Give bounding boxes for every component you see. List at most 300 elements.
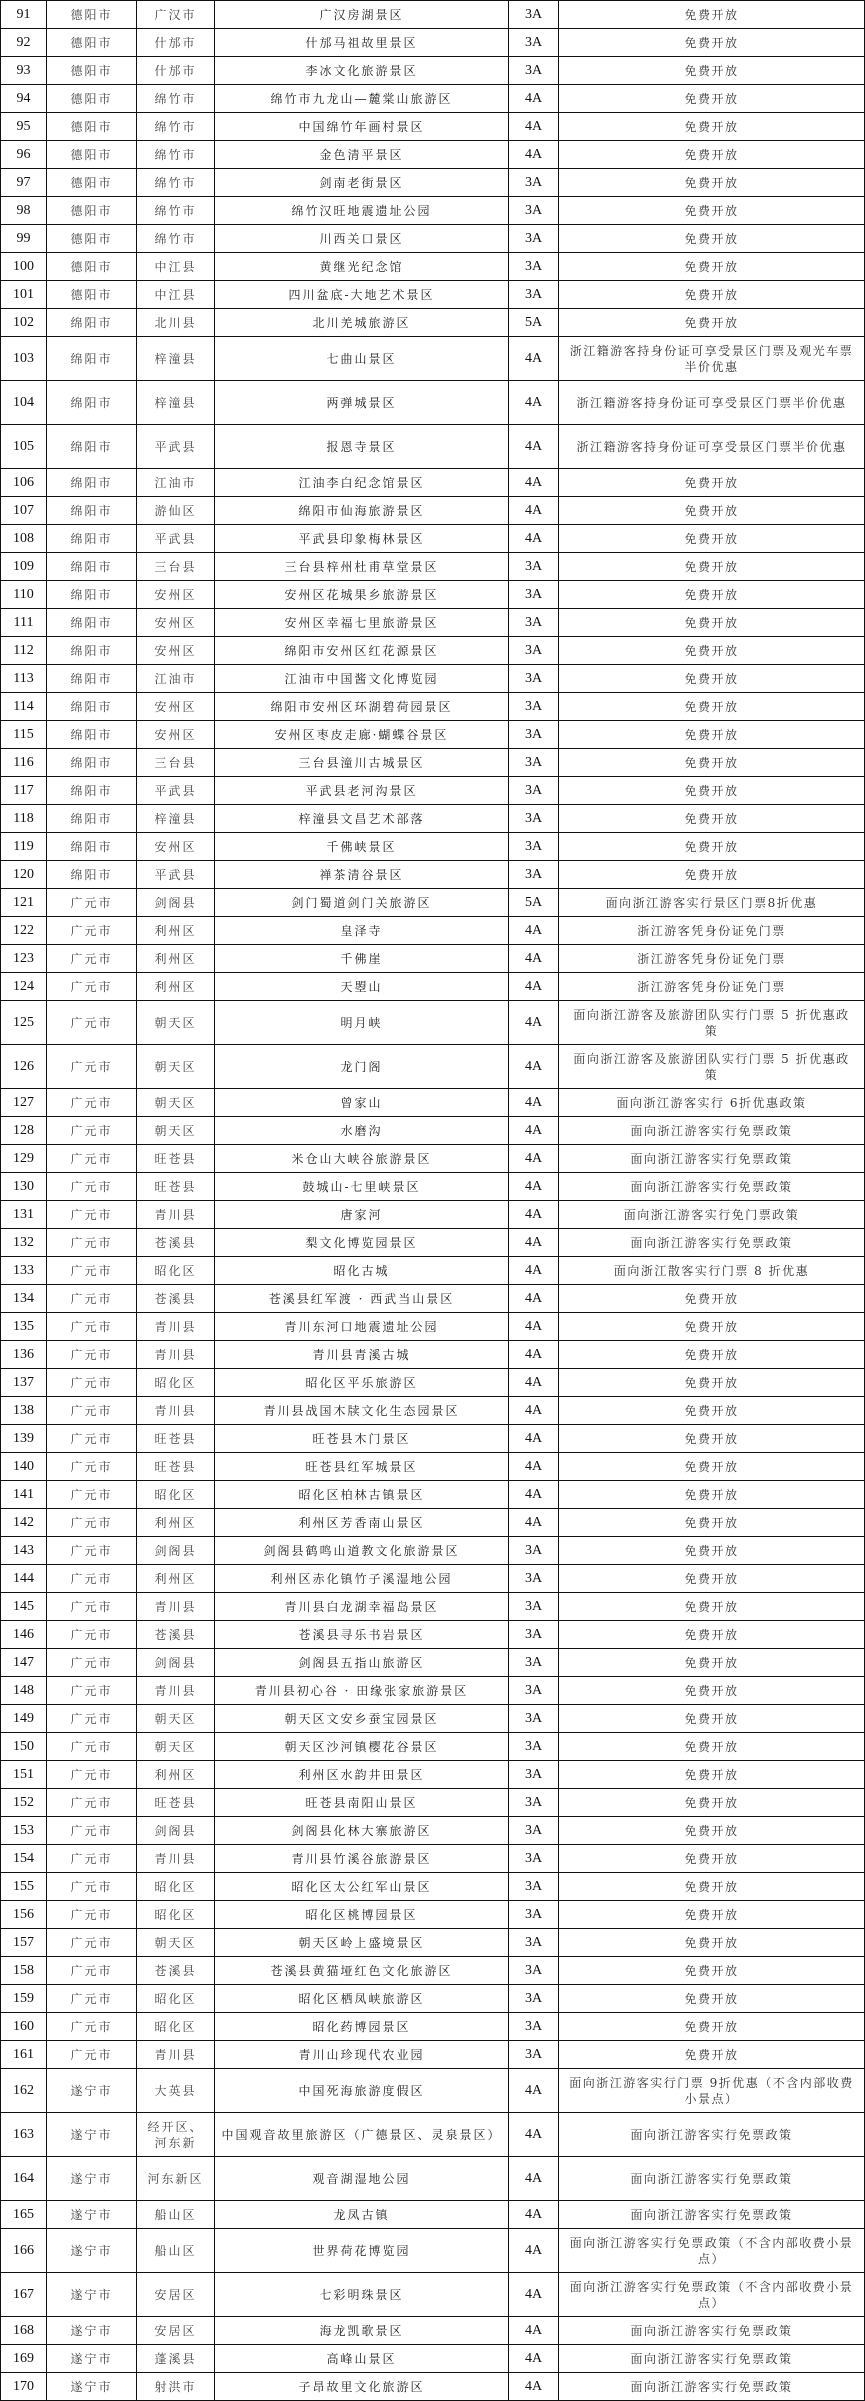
- city-cell: 绵阳市: [47, 749, 137, 777]
- level-cell: 3A: [509, 1901, 559, 1929]
- district-cell: 昭化区: [137, 1985, 215, 2013]
- row-number-cell: 137: [1, 1369, 47, 1397]
- policy-cell: 面向浙江游客实行免票政策（不含内部收费小景点）: [559, 2229, 865, 2273]
- policy-cell: 免费开放: [559, 57, 865, 85]
- scenic-spot-name-cell: 七曲山景区: [215, 337, 509, 381]
- row-number-cell: 127: [1, 1089, 47, 1117]
- row-number-cell: 153: [1, 1817, 47, 1845]
- policy-cell: 免费开放: [559, 469, 865, 497]
- district-cell: 青川县: [137, 1845, 215, 1873]
- city-cell: 广元市: [47, 1001, 137, 1045]
- row-number-cell: 104: [1, 381, 47, 425]
- level-cell: 4A: [509, 1229, 559, 1257]
- city-cell: 广元市: [47, 1201, 137, 1229]
- level-cell: 4A: [509, 85, 559, 113]
- policy-cell: 免费开放: [559, 1397, 865, 1425]
- scenic-spot-name-cell: 昭化区太公红军山景区: [215, 1873, 509, 1901]
- table-row: [1, 917, 865, 945]
- scenic-spot-name-cell: 曾家山: [215, 1089, 509, 1117]
- policy-cell: 免费开放: [559, 581, 865, 609]
- level-cell: 3A: [509, 253, 559, 281]
- level-cell: 3A: [509, 281, 559, 309]
- table-row: [1, 889, 865, 917]
- district-cell: 旺苍县: [137, 1789, 215, 1817]
- district-cell: 利州区: [137, 917, 215, 945]
- table-row: [1, 141, 865, 169]
- city-cell: 绵阳市: [47, 469, 137, 497]
- scenic-spot-name-cell: 昭化区栖凤峡旅游区: [215, 1985, 509, 2013]
- policy-cell: 免费开放: [559, 1817, 865, 1845]
- city-cell: 广元市: [47, 1929, 137, 1957]
- table-row: [1, 253, 865, 281]
- level-cell: 4A: [509, 497, 559, 525]
- policy-cell: 免费开放: [559, 1985, 865, 2013]
- district-cell: 安州区: [137, 693, 215, 721]
- policy-cell: 面向浙江游客实行免票政策: [559, 1173, 865, 1201]
- scenic-spot-name-cell: 唐家河: [215, 1201, 509, 1229]
- level-cell: 5A: [509, 889, 559, 917]
- table-row: [1, 281, 865, 309]
- table-row: [1, 1789, 865, 1817]
- level-cell: 4A: [509, 1089, 559, 1117]
- table-row: [1, 1565, 865, 1593]
- table-row: [1, 1425, 865, 1453]
- scenic-spot-name-cell: 四川盆底-大地艺术景区: [215, 281, 509, 309]
- level-cell: 3A: [509, 553, 559, 581]
- table-row: [1, 1001, 865, 1045]
- city-cell: 广元市: [47, 1313, 137, 1341]
- district-cell: 青川县: [137, 1397, 215, 1425]
- district-cell: 利州区: [137, 1565, 215, 1593]
- row-number-cell: 149: [1, 1705, 47, 1733]
- row-number-cell: 99: [1, 225, 47, 253]
- district-cell: 剑阁县: [137, 1817, 215, 1845]
- city-cell: 德阳市: [47, 281, 137, 309]
- city-cell: 德阳市: [47, 1, 137, 29]
- row-number-cell: 167: [1, 2273, 47, 2317]
- scenic-spot-name-cell: 青川县青溪古城: [215, 1341, 509, 1369]
- policy-cell: 免费开放: [559, 1285, 865, 1313]
- district-cell: 朝天区: [137, 1117, 215, 1145]
- city-cell: 绵阳市: [47, 381, 137, 425]
- row-number-cell: 120: [1, 861, 47, 889]
- policy-cell: 浙江游客凭身份证免门票: [559, 945, 865, 973]
- district-cell: 蓬溪县: [137, 2345, 215, 2373]
- policy-cell: 面向浙江游客实行免票政策: [559, 2113, 865, 2157]
- row-number-cell: 135: [1, 1313, 47, 1341]
- scenic-spot-name-cell: 平武县老河沟景区: [215, 777, 509, 805]
- policy-cell: 面向浙江游客实行 6折优惠政策: [559, 1089, 865, 1117]
- policy-cell: 浙江籍游客持身份证可享受景区门票半价优惠: [559, 381, 865, 425]
- city-cell: 广元市: [47, 1985, 137, 2013]
- table-row: [1, 2113, 865, 2157]
- district-cell: 什邡市: [137, 29, 215, 57]
- scenic-spot-name-cell: 两弹城景区: [215, 381, 509, 425]
- city-cell: 广元市: [47, 1565, 137, 1593]
- scenic-spot-name-cell: 绵阳市安州区红花源景区: [215, 637, 509, 665]
- scenic-spot-name-cell: 青川县初心谷 · 田缘张家旅游景区: [215, 1677, 509, 1705]
- policy-cell: 面向浙江游客实行免票政策: [559, 2157, 865, 2201]
- city-cell: 广元市: [47, 1229, 137, 1257]
- policy-cell: 面向浙江游客实行免票政策: [559, 2373, 865, 2401]
- row-number-cell: 106: [1, 469, 47, 497]
- policy-cell: 免费开放: [559, 553, 865, 581]
- city-cell: 广元市: [47, 1117, 137, 1145]
- scenic-spot-name-cell: 梨文化博览园景区: [215, 1229, 509, 1257]
- table-row: [1, 1369, 865, 1397]
- policy-cell: 免费开放: [559, 525, 865, 553]
- table-body: [1, 1, 865, 2401]
- district-cell: 绵竹市: [137, 113, 215, 141]
- table-row: [1, 1229, 865, 1257]
- scenic-spot-name-cell: 梓潼县文昌艺术部落: [215, 805, 509, 833]
- district-cell: 船山区: [137, 2229, 215, 2273]
- level-cell: 3A: [509, 57, 559, 85]
- level-cell: 3A: [509, 581, 559, 609]
- policy-cell: 免费开放: [559, 861, 865, 889]
- table-row: [1, 1045, 865, 1089]
- table-row: [1, 2273, 865, 2317]
- table-row: [1, 833, 865, 861]
- level-cell: 3A: [509, 861, 559, 889]
- level-cell: 3A: [509, 1985, 559, 2013]
- district-cell: 梓潼县: [137, 337, 215, 381]
- policy-cell: 免费开放: [559, 169, 865, 197]
- city-cell: 广元市: [47, 1397, 137, 1425]
- table-row: [1, 1509, 865, 1537]
- scenic-spot-name-cell: 安州区幸福七里旅游景区: [215, 609, 509, 637]
- table-row: [1, 1845, 865, 1873]
- scenic-spot-name-cell: 昭化区柏林古镇景区: [215, 1481, 509, 1509]
- row-number-cell: 91: [1, 1, 47, 29]
- row-number-cell: 110: [1, 581, 47, 609]
- city-cell: 遂宁市: [47, 2157, 137, 2201]
- policy-cell: 面向浙江游客实行免门票政策: [559, 1201, 865, 1229]
- table-row: [1, 1929, 865, 1957]
- level-cell: 3A: [509, 777, 559, 805]
- row-number-cell: 131: [1, 1201, 47, 1229]
- district-cell: 利州区: [137, 1761, 215, 1789]
- city-cell: 广元市: [47, 1593, 137, 1621]
- scenic-spot-name-cell: 报恩寺景区: [215, 425, 509, 469]
- level-cell: 3A: [509, 749, 559, 777]
- level-cell: 4A: [509, 1509, 559, 1537]
- scenic-spot-name-cell: 绵竹市九龙山—麓棠山旅游区: [215, 85, 509, 113]
- level-cell: 4A: [509, 1045, 559, 1089]
- row-number-cell: 139: [1, 1425, 47, 1453]
- city-cell: 德阳市: [47, 29, 137, 57]
- row-number-cell: 113: [1, 665, 47, 693]
- row-number-cell: 125: [1, 1001, 47, 1045]
- city-cell: 广元市: [47, 1789, 137, 1817]
- district-cell: 苍溪县: [137, 1229, 215, 1257]
- city-cell: 德阳市: [47, 57, 137, 85]
- city-cell: 绵阳市: [47, 525, 137, 553]
- row-number-cell: 146: [1, 1621, 47, 1649]
- level-cell: 3A: [509, 833, 559, 861]
- policy-cell: 面向浙江游客实行免票政策: [559, 1145, 865, 1173]
- city-cell: 遂宁市: [47, 2273, 137, 2317]
- row-number-cell: 166: [1, 2229, 47, 2273]
- district-cell: 绵竹市: [137, 169, 215, 197]
- scenic-spot-name-cell: 苍溪县寻乐书岩景区: [215, 1621, 509, 1649]
- table-row: [1, 169, 865, 197]
- row-number-cell: 158: [1, 1957, 47, 1985]
- policy-cell: 面向浙江游客及旅游团队实行门票 5 折优惠政策: [559, 1045, 865, 1089]
- policy-cell: 免费开放: [559, 281, 865, 309]
- district-cell: 利州区: [137, 1509, 215, 1537]
- row-number-cell: 107: [1, 497, 47, 525]
- policy-cell: 免费开放: [559, 693, 865, 721]
- scenic-spot-name-cell: 黄继光纪念馆: [215, 253, 509, 281]
- district-cell: 昭化区: [137, 1901, 215, 1929]
- scenic-spot-name-cell: 平武县印象梅林景区: [215, 525, 509, 553]
- level-cell: 4A: [509, 1201, 559, 1229]
- district-cell: 绵竹市: [137, 141, 215, 169]
- level-cell: 4A: [509, 2229, 559, 2273]
- city-cell: 广元市: [47, 1089, 137, 1117]
- row-number-cell: 97: [1, 169, 47, 197]
- district-cell: 平武县: [137, 861, 215, 889]
- scenic-spot-name-cell: 朝天区岭上盛境景区: [215, 1929, 509, 1957]
- city-cell: 绵阳市: [47, 425, 137, 469]
- row-number-cell: 101: [1, 281, 47, 309]
- city-cell: 绵阳市: [47, 309, 137, 337]
- scenic-spot-name-cell: 朝天区沙河镇樱花谷景区: [215, 1733, 509, 1761]
- district-cell: 剑阁县: [137, 1649, 215, 1677]
- district-cell: 青川县: [137, 1313, 215, 1341]
- district-cell: 中江县: [137, 253, 215, 281]
- table-row: [1, 1621, 865, 1649]
- scenic-spot-name-cell: 昭化区平乐旅游区: [215, 1369, 509, 1397]
- table-row: [1, 309, 865, 337]
- level-cell: 3A: [509, 1817, 559, 1845]
- scenic-spot-name-cell: 三台县潼川古城景区: [215, 749, 509, 777]
- policy-cell: 免费开放: [559, 1873, 865, 1901]
- level-cell: 4A: [509, 1001, 559, 1045]
- city-cell: 广元市: [47, 1045, 137, 1089]
- row-number-cell: 150: [1, 1733, 47, 1761]
- table-row: [1, 2013, 865, 2041]
- table-row: [1, 637, 865, 665]
- scenic-spot-name-cell: 青川县白龙湖幸福岛景区: [215, 1593, 509, 1621]
- table-row: [1, 1873, 865, 1901]
- level-cell: 3A: [509, 169, 559, 197]
- policy-cell: 免费开放: [559, 1509, 865, 1537]
- city-cell: 遂宁市: [47, 2317, 137, 2345]
- city-cell: 绵阳市: [47, 497, 137, 525]
- row-number-cell: 112: [1, 637, 47, 665]
- district-cell: 朝天区: [137, 1001, 215, 1045]
- table-row: [1, 973, 865, 1001]
- city-cell: 广元市: [47, 1425, 137, 1453]
- scenic-spot-name-cell: 海龙凯歌景区: [215, 2317, 509, 2345]
- table-row: [1, 1649, 865, 1677]
- row-number-cell: 142: [1, 1509, 47, 1537]
- row-number-cell: 141: [1, 1481, 47, 1509]
- city-cell: 广元市: [47, 1453, 137, 1481]
- city-cell: 德阳市: [47, 141, 137, 169]
- district-cell: 绵竹市: [137, 197, 215, 225]
- row-number-cell: 165: [1, 2201, 47, 2229]
- table-row: [1, 1313, 865, 1341]
- table-row: [1, 29, 865, 57]
- scenic-spot-name-cell: 千佛崖: [215, 945, 509, 973]
- table-row: [1, 2069, 865, 2113]
- table-row: [1, 1705, 865, 1733]
- policy-cell: 免费开放: [559, 1761, 865, 1789]
- city-cell: 广元市: [47, 1369, 137, 1397]
- row-number-cell: 92: [1, 29, 47, 57]
- policy-cell: 免费开放: [559, 1845, 865, 1873]
- table-row: [1, 693, 865, 721]
- policy-cell: 面向浙江游客实行门票 9折优惠（不含内部收费小景点）: [559, 2069, 865, 2113]
- district-cell: 安州区: [137, 833, 215, 861]
- scenic-spot-name-cell: 剑阁县五指山旅游区: [215, 1649, 509, 1677]
- district-cell: 平武县: [137, 777, 215, 805]
- table-row: [1, 553, 865, 581]
- district-cell: 朝天区: [137, 1089, 215, 1117]
- level-cell: 4A: [509, 1117, 559, 1145]
- district-cell: 平武县: [137, 425, 215, 469]
- city-cell: 广元市: [47, 1957, 137, 1985]
- level-cell: 4A: [509, 469, 559, 497]
- row-number-cell: 170: [1, 2373, 47, 2401]
- level-cell: 3A: [509, 637, 559, 665]
- scenic-spot-name-cell: 金色清平景区: [215, 141, 509, 169]
- level-cell: 4A: [509, 113, 559, 141]
- city-cell: 遂宁市: [47, 2069, 137, 2113]
- city-cell: 遂宁市: [47, 2113, 137, 2157]
- district-cell: 昭化区: [137, 1257, 215, 1285]
- policy-cell: 免费开放: [559, 777, 865, 805]
- policy-cell: 免费开放: [559, 1369, 865, 1397]
- policy-cell: 免费开放: [559, 805, 865, 833]
- row-number-cell: 156: [1, 1901, 47, 1929]
- table-row: [1, 1089, 865, 1117]
- table-row: [1, 1957, 865, 1985]
- table-row: [1, 777, 865, 805]
- city-cell: 广元市: [47, 1537, 137, 1565]
- city-cell: 广元市: [47, 1873, 137, 1901]
- table-row: [1, 945, 865, 973]
- level-cell: 3A: [509, 1705, 559, 1733]
- scenic-spot-name-cell: 昭化药博园景区: [215, 2013, 509, 2041]
- level-cell: 4A: [509, 1173, 559, 1201]
- policy-cell: 免费开放: [559, 253, 865, 281]
- row-number-cell: 111: [1, 609, 47, 637]
- district-cell: 平武县: [137, 525, 215, 553]
- district-cell: 安州区: [137, 609, 215, 637]
- row-number-cell: 148: [1, 1677, 47, 1705]
- policy-cell: 面向浙江游客实行免票政策: [559, 2317, 865, 2345]
- table-row: [1, 1733, 865, 1761]
- table-row: [1, 1117, 865, 1145]
- table-row: [1, 497, 865, 525]
- table-row: [1, 805, 865, 833]
- scenic-spot-name-cell: 世界荷花博览园: [215, 2229, 509, 2273]
- policy-cell: 免费开放: [559, 749, 865, 777]
- table-row: [1, 2041, 865, 2069]
- district-cell: 旺苍县: [137, 1173, 215, 1201]
- level-cell: 3A: [509, 693, 559, 721]
- scenic-spot-name-cell: 朝天区文安乡蚕宝园景区: [215, 1705, 509, 1733]
- policy-cell: 免费开放: [559, 1901, 865, 1929]
- policy-cell: 免费开放: [559, 1705, 865, 1733]
- level-cell: 4A: [509, 1425, 559, 1453]
- level-cell: 3A: [509, 29, 559, 57]
- row-number-cell: 121: [1, 889, 47, 917]
- district-cell: 旺苍县: [137, 1145, 215, 1173]
- row-number-cell: 163: [1, 2113, 47, 2157]
- scenic-spot-name-cell: 苍溪县红军渡 · 西武当山景区: [215, 1285, 509, 1313]
- policy-cell: 面向浙江游客实行免票政策: [559, 1229, 865, 1257]
- city-cell: 遂宁市: [47, 2373, 137, 2401]
- row-number-cell: 119: [1, 833, 47, 861]
- policy-cell: 面向浙江游客及旅游团队实行门票 5 折优惠政策: [559, 1001, 865, 1045]
- row-number-cell: 109: [1, 553, 47, 581]
- level-cell: 3A: [509, 2013, 559, 2041]
- row-number-cell: 115: [1, 721, 47, 749]
- policy-cell: 面向浙江游客实行免票政策: [559, 2345, 865, 2373]
- table-row: [1, 1453, 865, 1481]
- policy-cell: 免费开放: [559, 1789, 865, 1817]
- level-cell: 4A: [509, 1313, 559, 1341]
- level-cell: 4A: [509, 337, 559, 381]
- scenic-spot-name-cell: 什邡马祖故里景区: [215, 29, 509, 57]
- city-cell: 德阳市: [47, 225, 137, 253]
- city-cell: 绵阳市: [47, 637, 137, 665]
- row-number-cell: 132: [1, 1229, 47, 1257]
- city-cell: 德阳市: [47, 169, 137, 197]
- city-cell: 广元市: [47, 973, 137, 1001]
- table-row: [1, 381, 865, 425]
- city-cell: 广元市: [47, 1733, 137, 1761]
- district-cell: 剑阁县: [137, 889, 215, 917]
- policy-cell: 免费开放: [559, 1565, 865, 1593]
- policy-cell: 免费开放: [559, 225, 865, 253]
- policy-cell: 免费开放: [559, 1453, 865, 1481]
- level-cell: 4A: [509, 2201, 559, 2229]
- city-cell: 广元市: [47, 1481, 137, 1509]
- scenic-spot-name-cell: 龙门阁: [215, 1045, 509, 1089]
- district-cell: 游仙区: [137, 497, 215, 525]
- row-number-cell: 100: [1, 253, 47, 281]
- table-row: [1, 197, 865, 225]
- table-row: [1, 85, 865, 113]
- city-cell: 广元市: [47, 1145, 137, 1173]
- row-number-cell: 160: [1, 2013, 47, 2041]
- level-cell: 4A: [509, 2157, 559, 2201]
- city-cell: 广元市: [47, 2013, 137, 2041]
- district-cell: 昭化区: [137, 1481, 215, 1509]
- policy-cell: 免费开放: [559, 309, 865, 337]
- level-cell: 3A: [509, 1733, 559, 1761]
- policy-cell: 免费开放: [559, 833, 865, 861]
- policy-cell: 免费开放: [559, 721, 865, 749]
- policy-cell: 面向浙江散客实行门票 8 折优惠: [559, 1257, 865, 1285]
- district-cell: 青川县: [137, 1593, 215, 1621]
- row-number-cell: 102: [1, 309, 47, 337]
- district-cell: 青川县: [137, 2041, 215, 2069]
- row-number-cell: 124: [1, 973, 47, 1001]
- policy-cell: 免费开放: [559, 1481, 865, 1509]
- district-cell: 江油市: [137, 469, 215, 497]
- row-number-cell: 164: [1, 2157, 47, 2201]
- level-cell: 3A: [509, 1565, 559, 1593]
- row-number-cell: 123: [1, 945, 47, 973]
- district-cell: 利州区: [137, 973, 215, 1001]
